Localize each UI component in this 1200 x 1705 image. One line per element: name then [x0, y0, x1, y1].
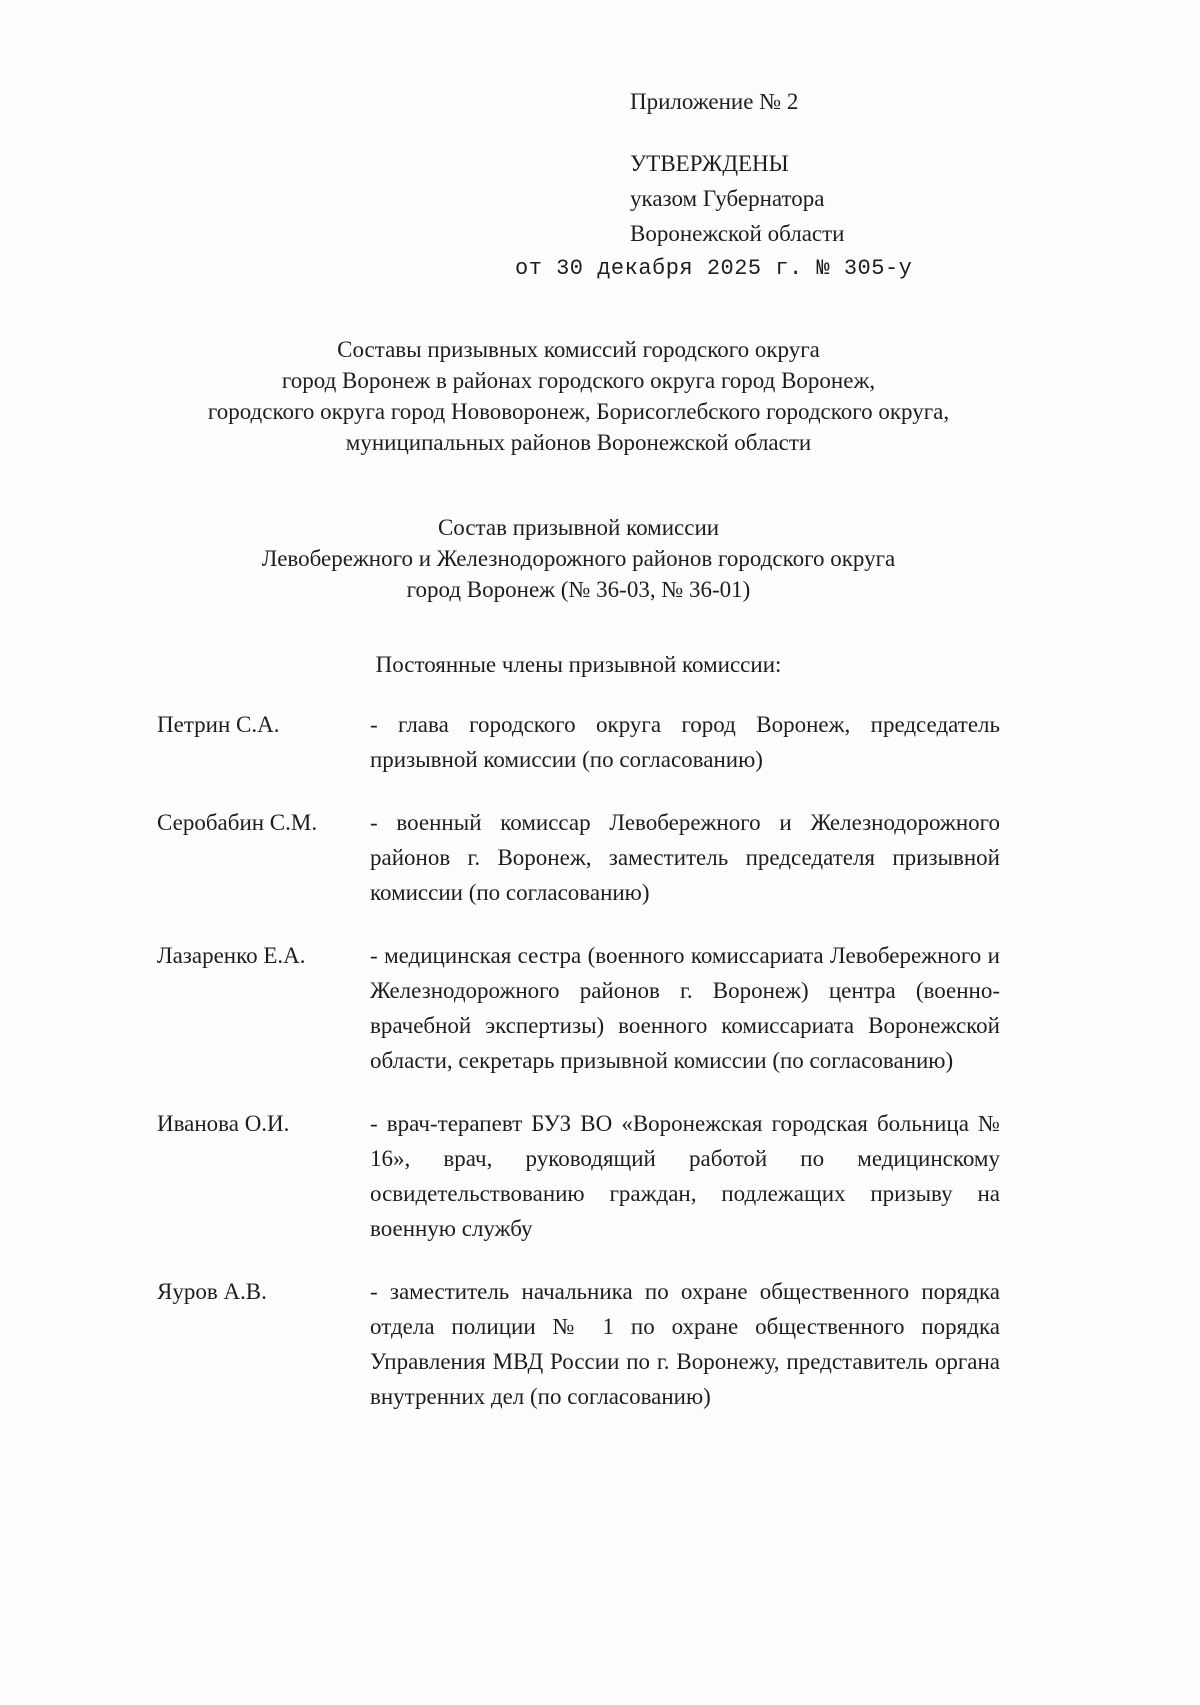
- commission-subtitle-line-2: Левобережного и Железнодорожного районов городского округа: [261, 546, 896, 571]
- member-row: [157, 938, 1000, 1078]
- appendix-label: Приложение № 2: [630, 89, 799, 114]
- document-title-line-3: городского округа город Нововоронеж, Борисоглебского городского округа,: [207, 399, 950, 424]
- approved-by-line2: Воронежской области: [630, 221, 845, 246]
- member-role: - заместитель начальника по охране общественного порядка отдела полиции № 1 по охране общественного порядка Управления МВД России по г. Воронежу, представитель органа внутренних дел (по согласованию): [370, 1279, 1000, 1409]
- member-name: Яуров А.В.: [157, 1279, 267, 1304]
- approval-stamp: [630, 146, 1000, 251]
- approved-by-line1: указом Губернатора: [630, 186, 825, 211]
- member-role: - военный комиссар Левобережного и Железнодорожного районов г. Воронеж, заместитель председателя призывной комиссии (по согласованию): [370, 810, 1000, 905]
- member-row: [157, 707, 1000, 777]
- member-row: [157, 1106, 1000, 1246]
- permanent-members-heading: Постоянные члены призывной комиссии:: [375, 652, 782, 677]
- member-role: - медицинская сестра (военного комиссариата Левобережного и Железнодорожного районов г. Воронеж) центра (военно-врачебной экспертизы) военного комиссариата Воронежской области, секретарь призывной комиссии (по согласованию): [370, 943, 1000, 1073]
- member-name: Петрин С.А.: [157, 712, 280, 737]
- member-row: [157, 1274, 1000, 1414]
- commission-subtitle-line-3: город Воронеж (№ 36-03, № 36-01): [406, 577, 751, 602]
- document-title-line-2: город Воронеж в районах городского округа город Воронеж,: [281, 368, 876, 393]
- member-name: Лазаренко Е.А.: [157, 943, 306, 968]
- members-list: [157, 707, 1000, 1414]
- approval-date-line: от 30 декабря 2025 г. № 305-у: [515, 256, 913, 281]
- document-title: [157, 334, 1000, 458]
- member-role: - глава городского округа город Воронеж, председатель призывной комиссии (по согласованию): [370, 712, 1000, 772]
- member-name: Иванова О.И.: [157, 1111, 290, 1136]
- member-row: [157, 805, 1000, 910]
- document-title-line-1: Составы призывных комиссий городского округа: [337, 337, 820, 362]
- document-title-line-4: муниципальных районов Воронежской области: [345, 430, 812, 455]
- member-name: Серобабин С.М.: [157, 810, 318, 835]
- member-role: - врач-терапевт БУЗ ВО «Воронежская городская больница № 16», врач, руководящий работой по медицинскому освидетельствованию граждан, подлежащих призыву на военную службу: [370, 1111, 1000, 1241]
- commission-subtitle: [157, 512, 1000, 605]
- commission-subtitle-line-1: Состав призывной комиссии: [437, 515, 720, 540]
- approved-word: УТВЕРЖДЕНЫ: [630, 151, 789, 176]
